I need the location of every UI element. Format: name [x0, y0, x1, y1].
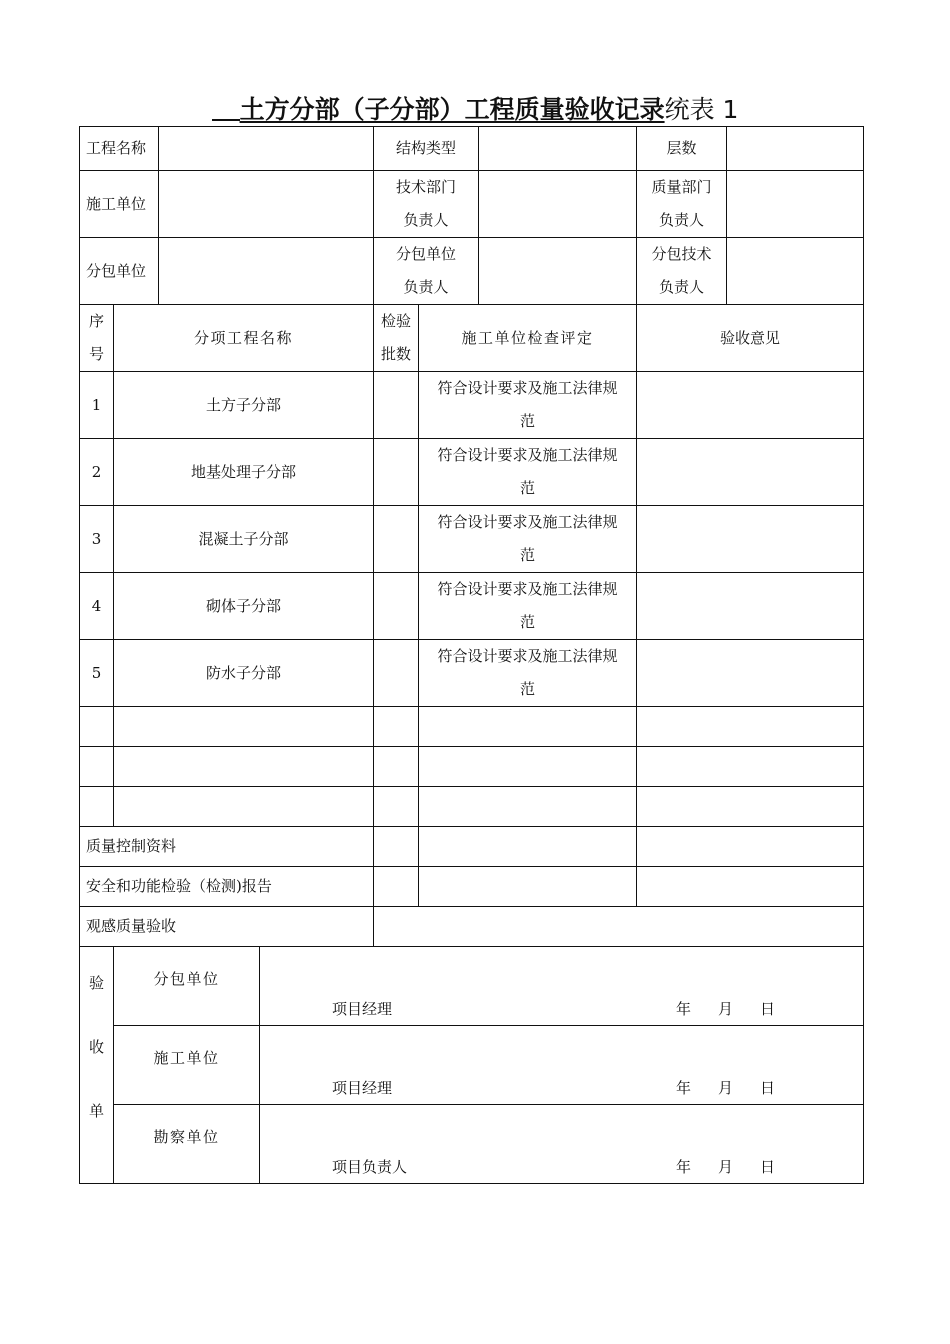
empty-acceptance-cell[interactable]	[637, 707, 864, 747]
acceptance-header: 验收意见	[637, 305, 864, 372]
row-item-name: 土方子分部	[114, 372, 374, 439]
row-eval-line2: 范	[520, 412, 536, 430]
row-seq: 4	[80, 573, 114, 640]
sign-role-label: 项目经理	[332, 1079, 393, 1097]
quality-head-label-line1: 质量部门	[651, 178, 712, 196]
table-row	[80, 573, 864, 640]
row-item-name: 砌体子分部	[114, 573, 374, 640]
sign-area[interactable]	[260, 1105, 864, 1184]
item-name-header: 分项工程名称	[114, 305, 374, 372]
appearance-label: 观感质量验收	[80, 907, 374, 947]
month-label: 月	[718, 1079, 734, 1097]
row-batches[interactable]	[374, 372, 419, 439]
structure-type-label: 结构类型	[374, 127, 479, 171]
floors-label: 层数	[637, 127, 727, 171]
empty-eval-cell[interactable]	[419, 747, 637, 787]
day-label: 日	[760, 1079, 776, 1097]
table-row	[80, 372, 864, 439]
year-label: 年	[676, 1079, 692, 1097]
row-eval-line1: 符合设计要求及施工法律规	[437, 647, 618, 665]
empty-seq-cell[interactable]	[80, 747, 114, 787]
row-seq: 2	[80, 439, 114, 506]
row-eval-line1: 符合设计要求及施工法律规	[437, 513, 618, 531]
row-seq: 3	[80, 506, 114, 573]
floors-value[interactable]	[727, 127, 864, 171]
project-name-label: 工程名称	[80, 127, 159, 171]
month-label: 月	[718, 1000, 734, 1018]
quality-control-batches[interactable]	[374, 827, 419, 867]
row-eval	[419, 573, 637, 640]
sign-area[interactable]	[260, 1026, 864, 1105]
empty-row	[80, 787, 864, 827]
quality-control-label: 质量控制资料	[80, 827, 374, 867]
empty-seq-cell[interactable]	[80, 707, 114, 747]
row-eval-line1: 符合设计要求及施工法律规	[437, 379, 618, 397]
empty-batches-cell[interactable]	[374, 707, 419, 747]
safety-report-eval[interactable]	[419, 867, 637, 907]
row-eval	[419, 506, 637, 573]
row-eval	[419, 372, 637, 439]
side-char-3: 单	[88, 1102, 104, 1120]
quality-head-value[interactable]	[727, 171, 864, 238]
row-eval-line2: 范	[520, 479, 536, 497]
row-batches[interactable]	[374, 506, 419, 573]
sub-head-label-line1: 分包单位	[396, 245, 457, 263]
seq-header-line2: 号	[88, 345, 104, 363]
empty-name-cell[interactable]	[114, 747, 374, 787]
row-acceptance[interactable]	[637, 506, 864, 573]
batches-header-line2: 批数	[381, 345, 412, 363]
empty-name-cell[interactable]	[114, 707, 374, 747]
sub-head-value[interactable]	[479, 238, 637, 305]
day-label: 日	[760, 1000, 776, 1018]
empty-seq-cell[interactable]	[80, 787, 114, 827]
row-item-name: 防水子分部	[114, 640, 374, 707]
row-acceptance[interactable]	[637, 640, 864, 707]
project-name-value[interactable]	[159, 127, 374, 171]
sub-head-label-line2: 负责人	[403, 278, 449, 296]
row-eval	[419, 640, 637, 707]
year-label: 年	[676, 1158, 692, 1176]
empty-row	[80, 747, 864, 787]
batches-header-line1: 检验	[381, 312, 412, 330]
sign-role-label: 项目经理	[332, 1000, 393, 1018]
seq-header	[80, 305, 114, 372]
sub-tech-label-line1: 分包技术	[651, 245, 712, 263]
row-item-name: 混凝土子分部	[114, 506, 374, 573]
sub-head-label	[374, 238, 479, 305]
title-main: 土方分部（子分部）工程质量验收记录	[239, 95, 665, 124]
empty-eval-cell[interactable]	[419, 787, 637, 827]
sign-area[interactable]	[260, 947, 864, 1026]
acceptance-side-label	[80, 947, 114, 1184]
structure-type-value[interactable]	[479, 127, 637, 171]
row-seq: 5	[80, 640, 114, 707]
sign-date	[676, 999, 802, 1019]
day-label: 日	[760, 1158, 776, 1176]
row-batches[interactable]	[374, 573, 419, 640]
sign-date	[676, 1157, 802, 1177]
empty-batches-cell[interactable]	[374, 747, 419, 787]
safety-report-batches[interactable]	[374, 867, 419, 907]
quality-control-eval[interactable]	[419, 827, 637, 867]
tech-head-label-line1: 技术部门	[396, 178, 457, 196]
empty-eval-cell[interactable]	[419, 707, 637, 747]
row-batches[interactable]	[374, 439, 419, 506]
row-eval-line2: 范	[520, 546, 536, 564]
empty-batches-cell[interactable]	[374, 787, 419, 827]
row-seq: 1	[80, 372, 114, 439]
quality-head-label	[637, 171, 727, 238]
sign-unit-label: 勘察单位	[114, 1105, 260, 1184]
row-acceptance[interactable]	[637, 573, 864, 640]
sign-unit-label: 施工单位	[114, 1026, 260, 1105]
subcontractor-value[interactable]	[159, 238, 374, 305]
title-underline-pad	[212, 93, 240, 121]
sub-tech-value[interactable]	[727, 238, 864, 305]
sub-tech-label	[637, 238, 727, 305]
quality-control-acceptance[interactable]	[637, 827, 864, 867]
empty-acceptance-cell[interactable]	[637, 787, 864, 827]
table-row	[80, 506, 864, 573]
tech-head-value[interactable]	[479, 171, 637, 238]
contractor-value[interactable]	[159, 171, 374, 238]
safety-report-label: 安全和功能检验（检测)报告	[80, 867, 374, 907]
month-label: 月	[718, 1158, 734, 1176]
table-row	[80, 640, 864, 707]
table-row	[80, 439, 864, 506]
seq-header-line1: 序	[88, 312, 104, 330]
sign-role-label: 项目负责人	[332, 1158, 408, 1176]
row-eval-line2: 范	[520, 680, 536, 698]
subcontractor-label: 分包单位	[80, 238, 159, 305]
empty-row	[80, 707, 864, 747]
side-char-1: 验	[88, 974, 104, 992]
sign-unit-label: 分包单位	[114, 947, 260, 1026]
tech-head-label	[374, 171, 479, 238]
contractor-label: 施工单位	[80, 171, 159, 238]
appearance-value[interactable]	[374, 907, 864, 947]
side-char-2: 收	[88, 1038, 104, 1056]
acceptance-record-table	[79, 126, 864, 1184]
row-eval-line1: 符合设计要求及施工法律规	[437, 446, 618, 464]
sub-tech-label-line2: 负责人	[659, 278, 705, 296]
year-label: 年	[676, 1000, 692, 1018]
row-eval-line1: 符合设计要求及施工法律规	[437, 580, 618, 598]
safety-report-acceptance[interactable]	[637, 867, 864, 907]
row-acceptance[interactable]	[637, 372, 864, 439]
row-eval-line2: 范	[520, 613, 536, 631]
contractor-eval-header: 施工单位检查评定	[419, 305, 637, 372]
row-acceptance[interactable]	[637, 439, 864, 506]
quality-head-label-line2: 负责人	[659, 211, 705, 229]
empty-acceptance-cell[interactable]	[637, 747, 864, 787]
page-title	[0, 92, 950, 128]
row-eval	[419, 439, 637, 506]
row-batches[interactable]	[374, 640, 419, 707]
batches-header	[374, 305, 419, 372]
row-item-name: 地基处理子分部	[114, 439, 374, 506]
title-suffix: 统表 1	[664, 95, 739, 124]
tech-head-label-line2: 负责人	[403, 211, 449, 229]
sign-date	[676, 1078, 802, 1098]
empty-name-cell[interactable]	[114, 787, 374, 827]
